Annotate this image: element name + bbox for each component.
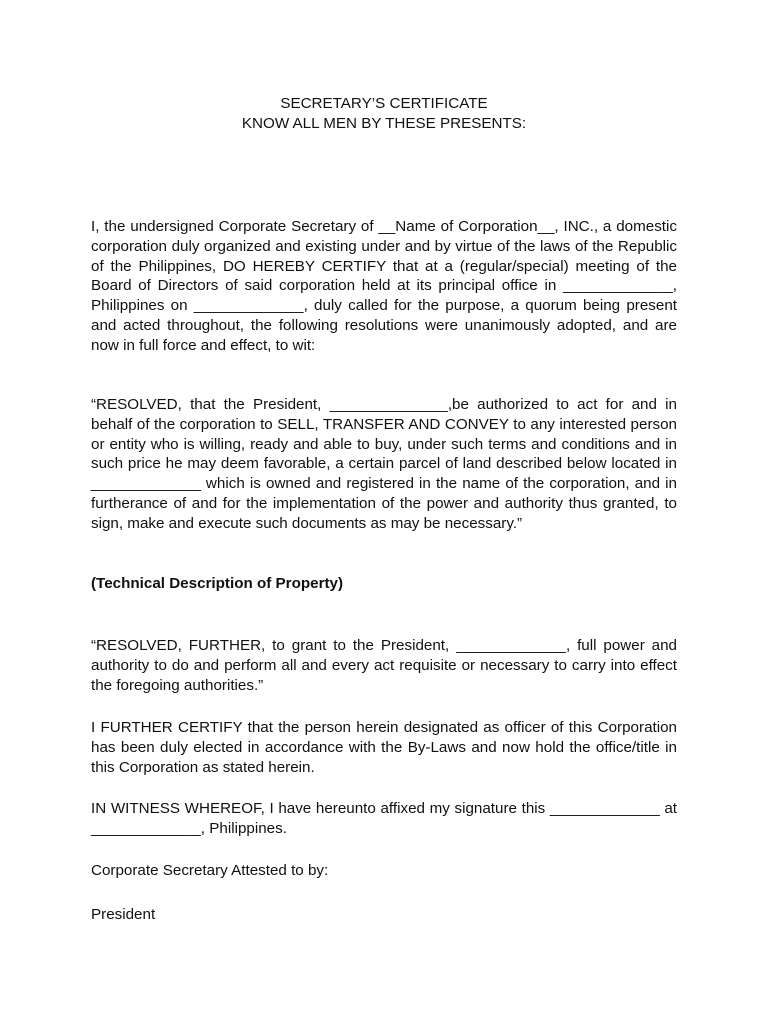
further-certify-paragraph: I FURTHER CERTIFY that the person herein designated as officer of this Corporation has been duly elected in accordance with the By-Laws and now hold the office/title in this Corporation as stated herein. (91, 719, 677, 776)
attested-line: Corporate Secretary Attested to by: (91, 862, 329, 879)
witness-paragraph: IN WITNESS WHEREOF, I have hereunto affixed my signature this _____________ at _____________, Philippines. (91, 800, 677, 837)
resolution-paragraph-1: “RESOLVED, that the President, ______________,be authorized to act for and in behalf of the corporation to SELL, TRANSFER AND CONVEY to any interested person or entity who is willing, ready and able to buy, under such terms and conditions and in such price he may deem favorable, a certain parcel of land described below located in _____________ which is owned and registered in the name of the corporation, and in furtherance of and for the implementation of the power and authority thus granted, to sign, make and execute such documents as may be necessary.” (91, 396, 677, 532)
president-signature-label: President (91, 906, 156, 923)
document-title: SECRETARY’S CERTIFICATE (280, 95, 488, 112)
resolution-paragraph-2: “RESOLVED, FURTHER, to grant to the President, _____________, full power and authority to do and perform all and every act requisite or necessary to carry into effect the foregoing authorities.” (91, 637, 677, 694)
technical-description-heading: (Technical Description of Property) (91, 575, 344, 592)
intro-paragraph: I, the undersigned Corporate Secretary of __Name of Corporation__, INC., a domestic corporation duly organized and existing under and by virtue of the laws of the Republic of the Philippines, DO HEREBY CERTIFY that at a (regular/special) meeting of the Board of Directors of said corporation held at its principal office in _____________, Philippines on _____________, duly called for the purpose, a quorum being present and acted throughout, the following resolutions were unanimously adopted, and are now in full force and effect, to wit: (91, 218, 677, 354)
document-subtitle: KNOW ALL MEN BY THESE PRESENTS: (241, 115, 527, 132)
